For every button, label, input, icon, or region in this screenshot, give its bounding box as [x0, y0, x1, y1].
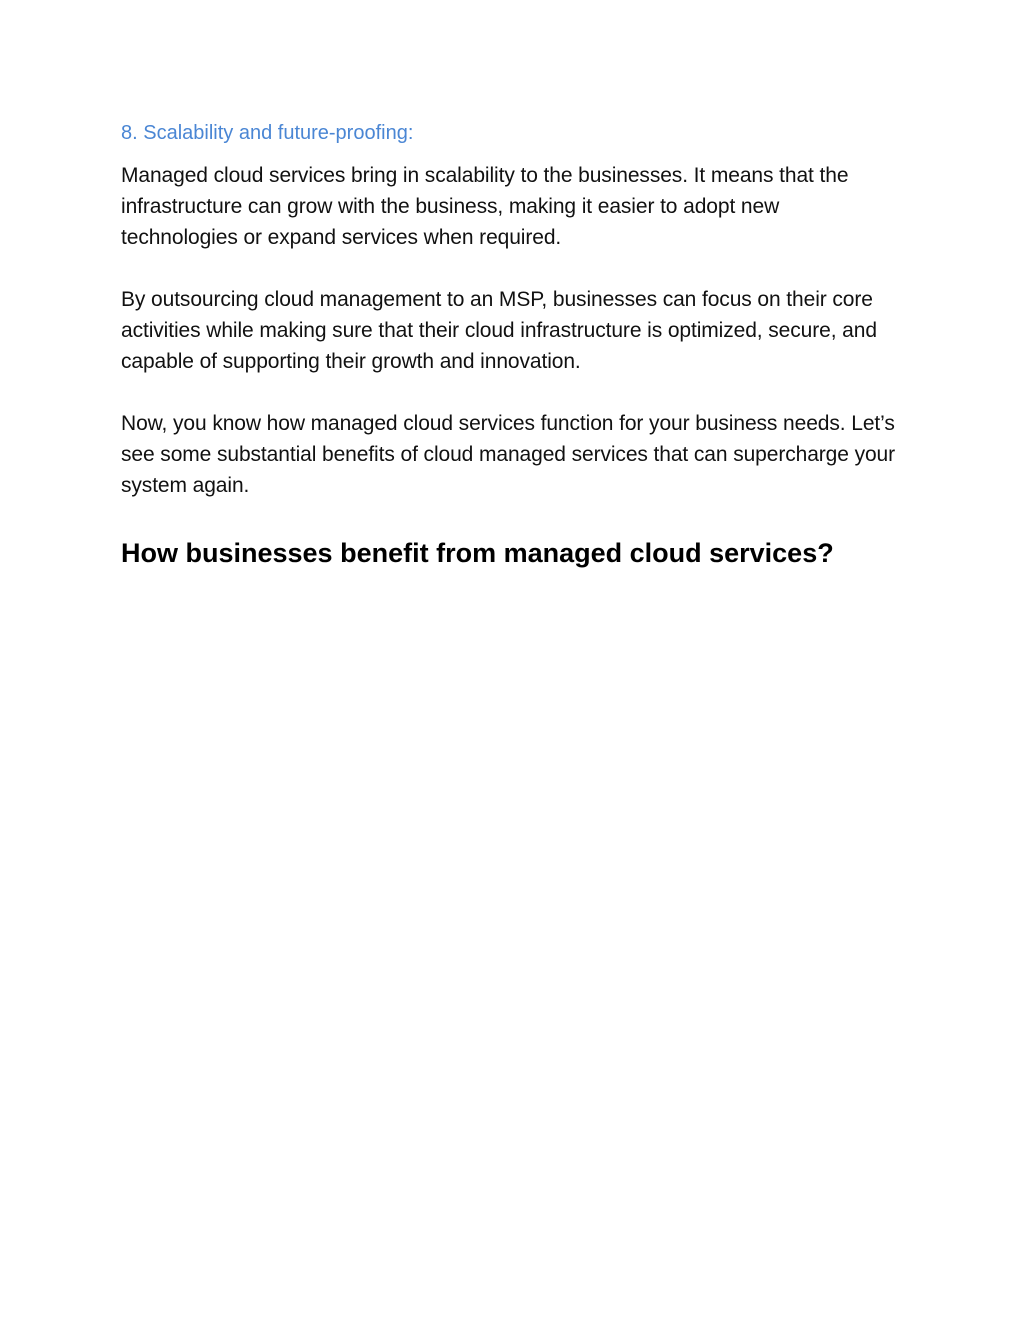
document-page [121, 118, 901, 571]
main-heading: How businesses benefit from managed cloud services? [121, 538, 834, 568]
section-heading: 8. Scalability and future-proofing: [121, 122, 414, 144]
paragraph-outsourcing: By outsourcing cloud management to an MSP, businesses can focus on their core activities while making sure that their cloud infrastructure is optimized, secure, and capable of supporting their growth and innovation. [121, 288, 877, 373]
paragraph-transition: Now, you know how managed cloud services function for your business needs. Let’s see some substantial benefits of cloud managed services that can supercharge your system again. [121, 412, 896, 497]
paragraph-scalability: Managed cloud services bring in scalability to the businesses. It means that the infrastructure can grow with the business, making it easier to adopt new technologies or expand services when required. [121, 164, 849, 249]
